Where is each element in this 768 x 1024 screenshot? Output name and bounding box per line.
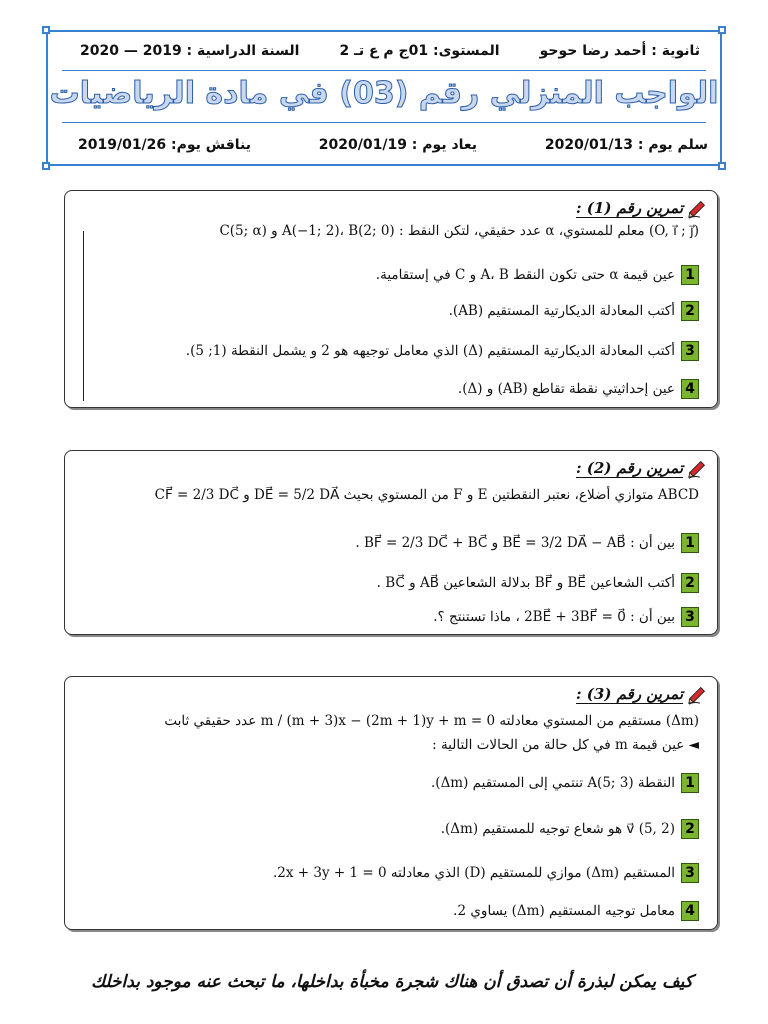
pencil-icon	[687, 683, 709, 705]
separator	[62, 70, 706, 71]
footer-quote	[91, 964, 693, 1000]
quote-text: كيف يمكن لبذرة أن تصدق أن هناك شجرة مخبأة بداخلها، ما تبحث عنه موجود بداخلك	[91, 972, 693, 992]
number-badge: 1	[681, 773, 699, 793]
separator	[62, 122, 706, 123]
exercise-instruction: ◄ عين قيمة m في كل حالة من الحالات التالية :	[432, 737, 699, 753]
header-info-row	[80, 40, 700, 62]
number-badge: 2	[681, 819, 699, 839]
list-item: 1 عين قيمة α حتى تكون النقط A، B و C في إستقامية.	[376, 265, 699, 285]
exercise-title: تمرين رقم (3) :	[576, 684, 683, 703]
exercise-heading	[576, 455, 709, 481]
number-badge: 1	[681, 265, 699, 285]
number-badge: 3	[681, 863, 699, 883]
corner-ornament	[718, 162, 726, 170]
page-title: الواجب المنزلي رقم (03) في مادة الرياضيات	[49, 76, 719, 111]
list-item: 3 أكتب المعادلة الديكارتية المستقيم (Δ) الذي معامل توجيهه هو 2 و يشمل النقطة (1; 5).	[186, 341, 699, 361]
corner-ornament	[42, 26, 50, 34]
number-badge: 4	[681, 379, 699, 399]
list-item: 1 النقطة A(5; 3) تنتمي إلى المستقيم (Δm).	[431, 773, 699, 793]
exercise-2-box	[64, 450, 718, 635]
margin-rule	[83, 231, 84, 401]
list-item: 1 بين أن : BE⃗ = 3/2 DA⃗ − AB⃗ و BF⃗ = 2/3 DC⃗ + BC⃗ .	[355, 533, 699, 553]
school-name: ثانوية : أحمد رضا حوحو	[539, 43, 700, 59]
pencil-icon	[687, 197, 709, 219]
exercise-intro: (Δm) مستقيم من المستوي معادلته m / (m + 3)x − (2m + 1)y + m = 0 عدد حقيقي ثابت	[164, 713, 699, 729]
pencil-icon	[687, 457, 709, 479]
number-badge: 4	[681, 901, 699, 921]
list-item: 3 المستقيم (Δm) موازي للمستقيم (D) الذي معادلته 2x + 3y + 1 = 0.	[273, 863, 699, 883]
number-badge: 2	[681, 301, 699, 321]
exercise-1-box	[64, 190, 718, 408]
dates-row	[78, 134, 708, 156]
list-item: 4 عين إحداثيتي نقطة تقاطع (AB) و (Δ).	[458, 379, 699, 399]
class-level: المستوى: 01ج م ع تـ 2	[339, 43, 500, 59]
list-item: 3 بين أن : 2BE⃗ + 3BF⃗ = 0⃗ ، ماذا تستنتج ؟.	[433, 607, 699, 627]
number-badge: 2	[681, 573, 699, 593]
list-item: 2 أكتب المعادلة الديكارتية المستقيم (AB).	[449, 301, 699, 321]
discussion-date: يناقش يوم: 2019/01/26	[78, 137, 251, 153]
list-item: 2 v⃗ (5, 2) هو شعاع توجيه للمستقيم (Δm).	[441, 819, 699, 839]
number-badge: 1	[681, 533, 699, 553]
corner-ornament	[42, 162, 50, 170]
corner-ornament	[718, 26, 726, 34]
exercise-heading	[576, 681, 709, 707]
school-year: السنة الدراسية : 2019 — 2020	[80, 43, 300, 59]
exercise-3-box	[64, 676, 718, 930]
exercise-title: تمرين رقم (2) :	[576, 458, 683, 477]
given-date: سلم يوم : 2020/01/13	[544, 137, 708, 153]
list-item: 4 معامل توجيه المستقيم (Δm) يساوي 2.	[453, 901, 699, 921]
exercise-heading	[576, 195, 709, 221]
number-badge: 3	[681, 341, 699, 361]
due-date: يعاد يوم : 2020/01/19	[318, 137, 478, 153]
exercise-intro: (O, i⃗ ; j⃗) معلم للمستوي، α عدد حقيقي، لتكن النقط : A(−1; 2)، B(2; 0) و C(5; α)	[219, 223, 699, 239]
number-badge: 3	[681, 607, 699, 627]
exercise-title: تمرين رقم (1) :	[576, 198, 683, 217]
list-item: 2 أكتب الشعاعين BE⃗ و BF⃗ بدلالة الشعاعين AB⃗ و BC⃗ .	[377, 573, 699, 593]
exercise-intro: ABCD متوازي أضلاع، نعتبر النقطتين E و F من المستوي بحيث DE⃗ = 5/2 DA⃗ و CF⃗ = 2/3 DC⃗	[154, 487, 699, 503]
header-frame	[46, 30, 722, 166]
